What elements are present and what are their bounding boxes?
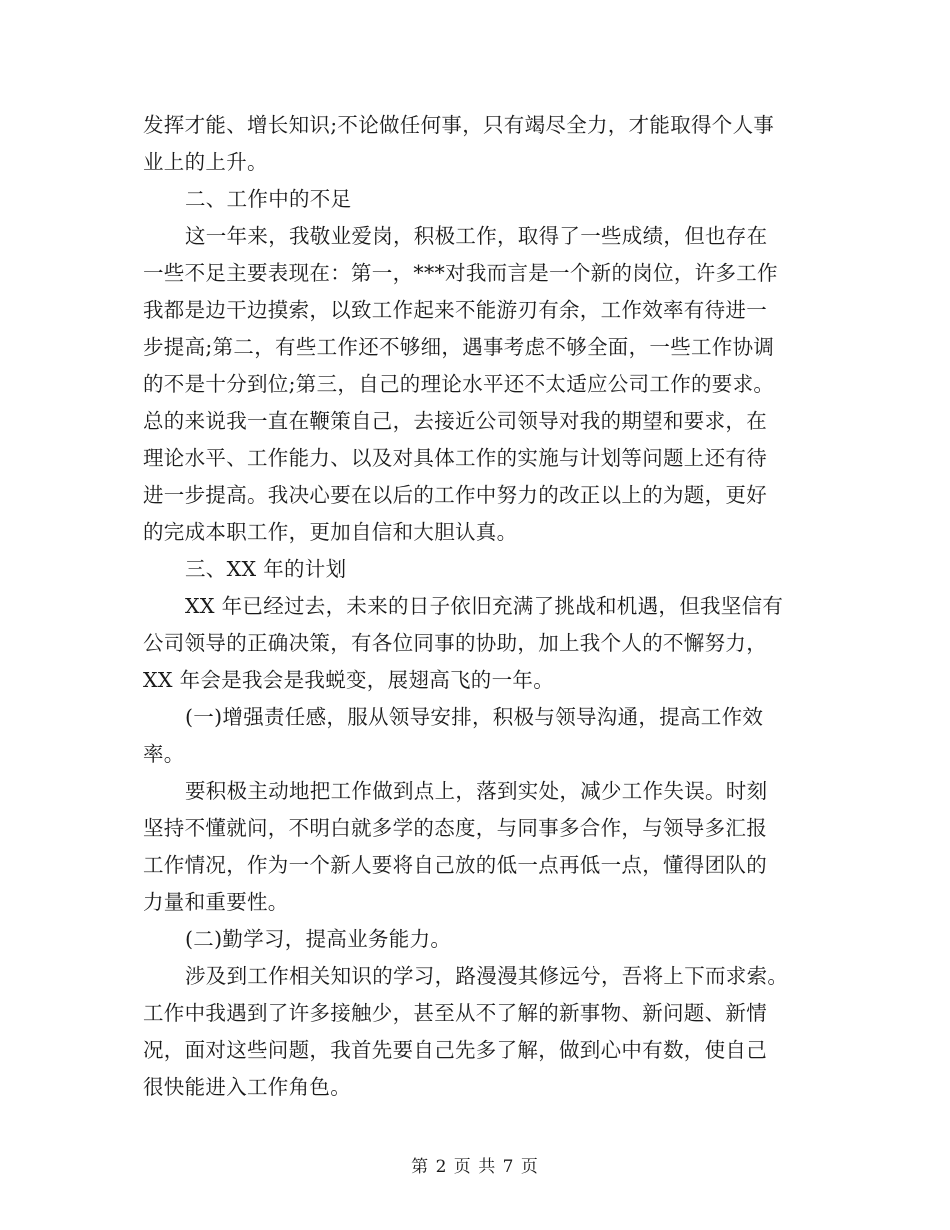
text-line: 理论水平、工作能力、以及对具体工作的实施与计划等问题上还有待 (143, 446, 767, 470)
text-line: 要积极主动地把工作做到点上，落到实处，减少工作失误。时刻 (185, 779, 768, 803)
text-line: 况，面对这些问题，我首先要自己先多了解，做到心中有数，使自己 (143, 1038, 767, 1062)
text-line: 率。 (143, 742, 185, 766)
text-line: 工作情况，作为一个新人要将自己放的低一点再低一点，懂得团队的 (143, 853, 767, 877)
document-body (143, 107, 813, 1106)
text-line: 公司领导的正确决策，有各位同事的协助，加上我个人的不懈努力， (143, 631, 767, 655)
text-line: 的完成本职工作，更加自信和大胆认真。 (143, 520, 518, 544)
section-heading: 二、工作中的不足 (185, 187, 352, 211)
text-line: 这一年来，我敬业爱岗，积极工作，取得了一些成绩，但也存在 (185, 224, 768, 248)
page-number-footer: 第 2 页 共 7 页 (411, 1157, 539, 1177)
text-line: 总的来说我一直在鞭策自己，去接近公司领导对我的期望和要求，在 (143, 409, 767, 433)
text-line: 涉及到工作相关知识的学习，路漫漫其修远兮，吾将上下而求索。 (185, 964, 789, 988)
text-line: 进一步提高。我决心要在以后的工作中努力的改正以上的为题，更好 (143, 483, 767, 507)
section-heading: 三、XX 年的计划 (185, 557, 347, 581)
text-line: 发挥才能、增长知识;不论做任何事，只有竭尽全力，才能取得个人事 (143, 113, 775, 137)
subsection-heading: (一)增强责任感，服从领导安排，积极与领导沟通，提高工作效 (185, 705, 764, 729)
text-line: 坚持不懂就问，不明白就多学的态度，与同事多合作，与领导多汇报 (143, 816, 767, 840)
text-line: 我都是边干边摸索，以致工作起来不能游刃有余，工作效率有待进一 (143, 298, 767, 322)
text-line: XX 年已经过去，未来的日子依旧充满了挑战和机遇，但我坚信有 (185, 594, 784, 618)
text-line: 的不是十分到位;第三，自己的理论水平还不太适应公司工作的要求。 (143, 372, 775, 396)
text-line: 工作中我遇到了许多接触少，甚至从不了解的新事物、新问题、新情 (143, 1001, 767, 1025)
text-line: XX 年会是我会是我蜕变，展翅高飞的一年。 (143, 668, 555, 692)
text-line: 业上的上升。 (143, 150, 268, 174)
text-line: 力量和重要性。 (143, 890, 289, 914)
text-line: 很快能进入工作角色。 (143, 1075, 351, 1099)
text-line: 步提高;第二，有些工作还不够细，遇事考虑不够全面，一些工作协调 (143, 335, 775, 359)
subsection-heading: (二)勤学习，提高业务能力。 (185, 927, 452, 951)
text-line: 一些不足主要表现在：第一，***对我而言是一个新的岗位，许多工作 (143, 261, 778, 285)
